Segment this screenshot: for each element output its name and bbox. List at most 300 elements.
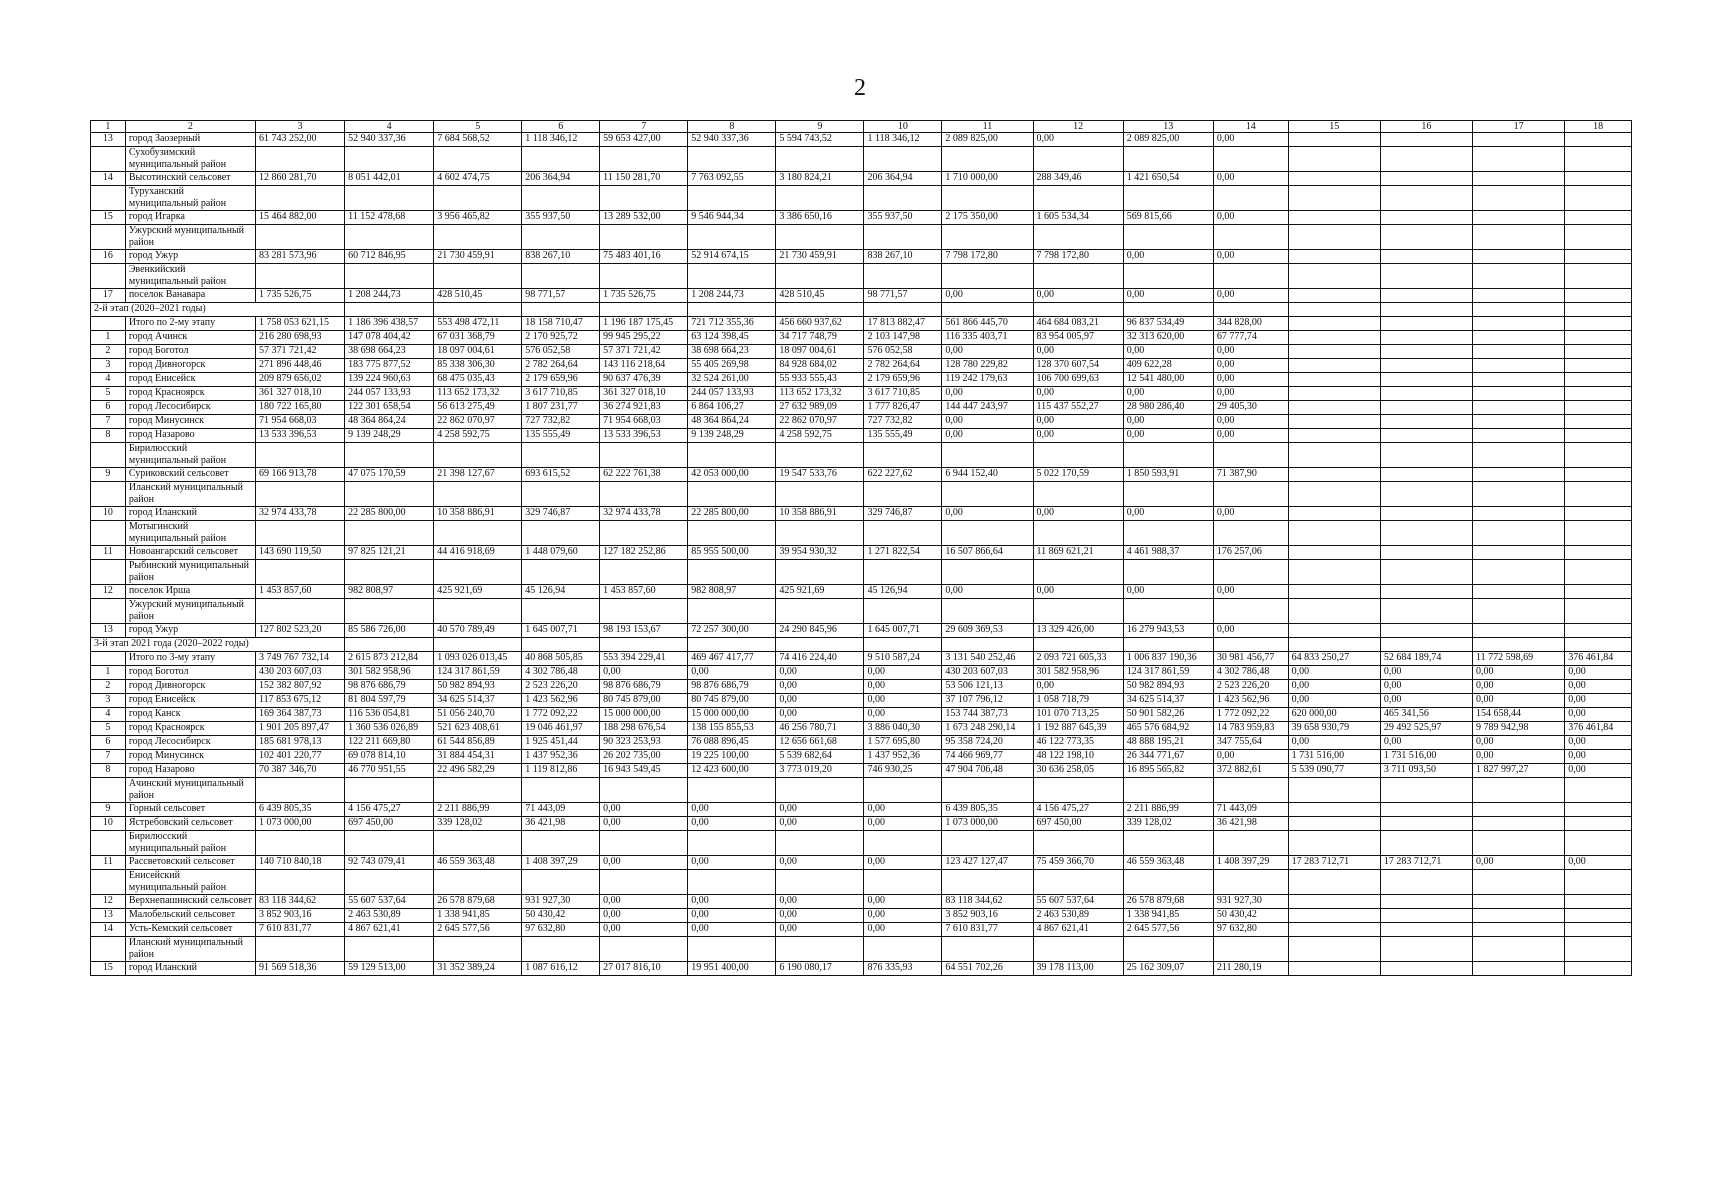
amount-cell: 152 382 807,92 <box>255 680 344 694</box>
amount-cell: 75 483 401,16 <box>600 250 688 264</box>
row-index: 11 <box>91 856 126 870</box>
amount-cell: 0,00 <box>688 895 776 909</box>
table-cell <box>1565 831 1632 856</box>
table-cell <box>1473 638 1565 652</box>
table-cell <box>255 831 344 856</box>
table-cell <box>1380 521 1472 546</box>
amount-cell: 0,00 <box>1033 289 1123 303</box>
amount-cell: 26 202 735,00 <box>600 750 688 764</box>
table-cell <box>1565 870 1632 895</box>
amount-cell: 69 078 814,10 <box>345 750 434 764</box>
amount-cell: 1 073 000,00 <box>942 817 1033 831</box>
amount-cell: 465 576 684,92 <box>1123 722 1213 736</box>
amount-cell: 576 052,58 <box>522 345 600 359</box>
amount-cell: 0,00 <box>1123 387 1213 401</box>
amount-cell: 98 876 686,79 <box>688 680 776 694</box>
amount-cell: 1 772 092,22 <box>1213 708 1288 722</box>
amount-cell: 83 118 344,62 <box>942 895 1033 909</box>
amount-cell <box>1473 133 1565 147</box>
table-cell <box>864 831 942 856</box>
amount-cell: 0,00 <box>864 694 942 708</box>
table-cell <box>688 147 776 172</box>
amount-cell: 0,00 <box>1565 750 1632 764</box>
amount-cell: 0,00 <box>1123 345 1213 359</box>
table-cell <box>1213 482 1288 507</box>
row-index <box>91 652 126 666</box>
amount-cell <box>1565 401 1632 415</box>
amount-cell: 29 492 525,97 <box>1380 722 1472 736</box>
amount-cell: 0,00 <box>688 817 776 831</box>
amount-cell <box>1288 387 1380 401</box>
amount-cell: 97 632,80 <box>1213 923 1288 937</box>
amount-cell: 4 156 475,27 <box>345 803 434 817</box>
table-cell <box>345 264 434 289</box>
amount-cell: 0,00 <box>1033 429 1123 443</box>
amount-cell: 4 258 592,75 <box>434 429 522 443</box>
municipality-name: город Боготол <box>125 666 255 680</box>
amount-cell <box>1380 373 1472 387</box>
amount-cell: 52 940 337,36 <box>688 133 776 147</box>
municipality-name: город Игарка <box>125 211 255 225</box>
amount-cell: 2 211 886,99 <box>1123 803 1213 817</box>
amount-cell: 47 904 706,48 <box>942 764 1033 778</box>
amount-cell: 50 982 894,93 <box>1123 680 1213 694</box>
table-cell <box>1288 225 1380 250</box>
amount-cell: 52 940 337,36 <box>345 133 434 147</box>
amount-cell: 30 981 456,77 <box>1213 652 1288 666</box>
amount-cell: 124 317 861,59 <box>1123 666 1213 680</box>
table-cell <box>600 147 688 172</box>
amount-cell: 0,00 <box>864 817 942 831</box>
table-cell <box>688 831 776 856</box>
table-cell <box>1033 560 1123 585</box>
district-heading-row <box>91 264 1632 289</box>
page-number: 2 <box>854 75 866 101</box>
table-cell <box>600 870 688 895</box>
amount-cell: 721 712 355,36 <box>688 317 776 331</box>
amount-cell: 0,00 <box>1213 289 1288 303</box>
table-cell <box>255 264 344 289</box>
amount-cell: 183 775 877,52 <box>345 359 434 373</box>
amount-cell: 0,00 <box>1123 250 1213 264</box>
amount-cell: 1 271 822,54 <box>864 546 942 560</box>
row-index: 11 <box>91 546 126 560</box>
table-cell <box>1565 778 1632 803</box>
amount-cell: 24 290 845,96 <box>776 624 864 638</box>
row-index <box>91 870 126 895</box>
table-cell <box>255 560 344 585</box>
amount-cell <box>1380 468 1472 482</box>
amount-cell: 0,00 <box>776 909 864 923</box>
amount-cell <box>1288 909 1380 923</box>
table-cell <box>1213 638 1288 652</box>
amount-cell <box>1380 359 1472 373</box>
table-cell <box>345 599 434 624</box>
amount-cell: 301 582 958,96 <box>1033 666 1123 680</box>
amount-cell <box>1380 317 1472 331</box>
table-row <box>91 666 1632 680</box>
amount-cell: 0,00 <box>1473 680 1565 694</box>
amount-cell: 115 437 552,27 <box>1033 401 1123 415</box>
district-heading-row <box>91 831 1632 856</box>
amount-cell: 51 056 240,70 <box>434 708 522 722</box>
table-cell <box>1213 870 1288 895</box>
table-row <box>91 172 1632 186</box>
amount-cell: 211 280,19 <box>1213 962 1288 976</box>
amount-cell: 83 281 573,96 <box>255 250 344 264</box>
amount-cell <box>1565 585 1632 599</box>
column-header: 13 <box>1123 121 1213 133</box>
municipality-name: город Минусинск <box>125 415 255 429</box>
amount-cell: 0,00 <box>942 345 1033 359</box>
table-cell <box>688 521 776 546</box>
table-cell <box>1380 599 1472 624</box>
district-name: Сухобузимский муниципальный район <box>125 147 255 172</box>
amount-cell: 71 954 668,03 <box>255 415 344 429</box>
table-cell <box>1565 303 1632 317</box>
table-cell <box>1213 937 1288 962</box>
amount-cell: 34 717 748,79 <box>776 331 864 345</box>
amount-cell: 13 533 396,53 <box>255 429 344 443</box>
municipality-name: Малобельский сельсовет <box>125 909 255 923</box>
table-cell <box>1473 482 1565 507</box>
table-cell <box>522 560 600 585</box>
amount-cell: 1 118 346,12 <box>864 133 942 147</box>
amount-cell: 7 798 172,80 <box>1033 250 1123 264</box>
amount-cell: 140 710 840,18 <box>255 856 344 870</box>
table-cell <box>864 264 942 289</box>
amount-cell: 36 274 921,83 <box>600 401 688 415</box>
amount-cell: 3 617 710,85 <box>522 387 600 401</box>
amount-cell: 139 224 960,63 <box>345 373 434 387</box>
amount-cell: 0,00 <box>776 708 864 722</box>
table-cell <box>688 482 776 507</box>
table-cell <box>688 186 776 211</box>
column-header: 5 <box>434 121 522 133</box>
amount-cell: 0,00 <box>1565 708 1632 722</box>
table-cell <box>522 443 600 468</box>
municipality-name: город Назарово <box>125 764 255 778</box>
municipality-name: город Боготол <box>125 345 255 359</box>
table-cell <box>942 560 1033 585</box>
amount-cell <box>1380 803 1472 817</box>
table-cell <box>600 225 688 250</box>
amount-cell: 206 364,94 <box>522 172 600 186</box>
amount-cell: 2 782 264,64 <box>864 359 942 373</box>
amount-cell <box>1380 546 1472 560</box>
amount-cell: 27 632 989,09 <box>776 401 864 415</box>
amount-cell: 69 166 913,78 <box>255 468 344 482</box>
table-cell <box>1565 264 1632 289</box>
amount-cell: 1 453 857,60 <box>600 585 688 599</box>
amount-cell: 14 783 959,83 <box>1213 722 1288 736</box>
amount-cell: 1 437 952,36 <box>522 750 600 764</box>
amount-cell: 376 461,84 <box>1565 722 1632 736</box>
table-cell <box>255 186 344 211</box>
table-cell <box>600 831 688 856</box>
table-cell <box>1380 778 1472 803</box>
table-row <box>91 133 1632 147</box>
amount-cell: 39 954 930,32 <box>776 546 864 560</box>
amount-cell <box>1565 331 1632 345</box>
table-cell <box>1213 521 1288 546</box>
amount-cell: 0,00 <box>1213 624 1288 638</box>
row-index <box>91 831 126 856</box>
amount-cell: 169 364 387,73 <box>255 708 344 722</box>
amount-cell: 0,00 <box>864 666 942 680</box>
table-cell <box>776 186 864 211</box>
amount-cell <box>1380 133 1472 147</box>
amount-cell: 13 329 426,00 <box>1033 624 1123 638</box>
amount-cell: 7 763 092,55 <box>688 172 776 186</box>
district-name: Ужурский муниципальный район <box>125 599 255 624</box>
amount-cell: 0,00 <box>1213 585 1288 599</box>
amount-cell <box>1288 546 1380 560</box>
amount-cell: 127 182 252,86 <box>600 546 688 560</box>
municipality-name: город Заозерный <box>125 133 255 147</box>
amount-cell: 98 876 686,79 <box>345 680 434 694</box>
amount-cell: 727 732,82 <box>864 415 942 429</box>
amount-cell: 48 888 195,21 <box>1123 736 1213 750</box>
amount-cell: 430 203 607,03 <box>942 666 1033 680</box>
amount-cell: 3 852 903,16 <box>942 909 1033 923</box>
table-cell <box>1033 264 1123 289</box>
table-cell <box>864 482 942 507</box>
amount-cell: 0,00 <box>776 803 864 817</box>
amount-cell: 11 869 621,21 <box>1033 546 1123 560</box>
amount-cell: 16 943 549,45 <box>600 764 688 778</box>
table-row <box>91 373 1632 387</box>
table-cell <box>776 560 864 585</box>
amount-cell: 102 401 220,77 <box>255 750 344 764</box>
amount-cell <box>1288 624 1380 638</box>
table-row <box>91 624 1632 638</box>
amount-cell: 0,00 <box>600 895 688 909</box>
amount-cell: 59 653 427,00 <box>600 133 688 147</box>
amount-cell: 0,00 <box>600 856 688 870</box>
amount-cell <box>1288 401 1380 415</box>
amount-cell: 70 387 346,70 <box>255 764 344 778</box>
amount-cell: 98 876 686,79 <box>600 680 688 694</box>
table-cell <box>864 225 942 250</box>
amount-cell: 11 152 478,68 <box>345 211 434 225</box>
table-cell <box>942 599 1033 624</box>
table-cell <box>776 482 864 507</box>
amount-cell: 0,00 <box>688 923 776 937</box>
amount-cell <box>1288 359 1380 373</box>
table-cell <box>1123 482 1213 507</box>
table-cell <box>1213 147 1288 172</box>
amount-cell <box>1565 317 1632 331</box>
table-cell <box>776 303 864 317</box>
table-row <box>91 331 1632 345</box>
table-cell <box>1288 870 1380 895</box>
amount-cell: 0,00 <box>864 923 942 937</box>
table-cell <box>345 560 434 585</box>
table-cell <box>1565 937 1632 962</box>
table-cell <box>255 778 344 803</box>
amount-cell: 339 128,02 <box>434 817 522 831</box>
table-cell <box>942 638 1033 652</box>
amount-cell: 0,00 <box>1565 764 1632 778</box>
amount-cell: 0,00 <box>776 694 864 708</box>
table-cell <box>522 831 600 856</box>
amount-cell: 0,00 <box>1213 507 1288 521</box>
amount-cell: 361 327 018,10 <box>600 387 688 401</box>
amount-cell: 50 982 894,93 <box>434 680 522 694</box>
amount-cell: 68 475 035,43 <box>434 373 522 387</box>
amount-cell: 2 103 147,98 <box>864 331 942 345</box>
amount-cell: 83 954 005,97 <box>1033 331 1123 345</box>
amount-cell: 0,00 <box>942 585 1033 599</box>
amount-cell: 46 559 363,48 <box>1123 856 1213 870</box>
amount-cell: 2 782 264,64 <box>522 359 600 373</box>
amount-cell: 0,00 <box>1033 387 1123 401</box>
amount-cell: 4 302 786,48 <box>1213 666 1288 680</box>
amount-cell: 188 298 676,54 <box>600 722 688 736</box>
amount-cell: 0,00 <box>1213 250 1288 264</box>
amount-cell: 122 301 658,54 <box>345 401 434 415</box>
table-cell <box>1288 482 1380 507</box>
amount-cell: 620 000,00 <box>1288 708 1380 722</box>
amount-cell: 2 523 226,20 <box>522 680 600 694</box>
amount-cell: 53 506 121,13 <box>942 680 1033 694</box>
row-index <box>91 317 126 331</box>
amount-cell <box>1380 387 1472 401</box>
district-heading-row <box>91 443 1632 468</box>
amount-cell: 0,00 <box>864 856 942 870</box>
amount-cell: 2 089 825,00 <box>942 133 1033 147</box>
table-cell <box>1288 521 1380 546</box>
amount-cell: 61 743 252,00 <box>255 133 344 147</box>
table-cell <box>1213 599 1288 624</box>
district-name: Мотыгинский муниципальный район <box>125 521 255 546</box>
table-row <box>91 429 1632 443</box>
row-index: 13 <box>91 624 126 638</box>
table-cell <box>942 482 1033 507</box>
amount-cell: 0,00 <box>1033 133 1123 147</box>
amount-cell: 0,00 <box>688 803 776 817</box>
amount-cell: 11 772 598,69 <box>1473 652 1565 666</box>
amount-cell: 22 862 070,97 <box>776 415 864 429</box>
table-cell <box>1380 303 1472 317</box>
table-cell <box>600 186 688 211</box>
table-cell <box>434 560 522 585</box>
amount-cell: 1 731 516,00 <box>1380 750 1472 764</box>
table-row <box>91 764 1632 778</box>
table-cell <box>776 147 864 172</box>
table-row <box>91 803 1632 817</box>
amount-cell: 57 371 721,42 <box>255 345 344 359</box>
table-cell <box>864 560 942 585</box>
amount-cell: 16 279 943,53 <box>1123 624 1213 638</box>
row-index <box>91 521 126 546</box>
amount-cell <box>1473 401 1565 415</box>
amount-cell: 9 789 942,98 <box>1473 722 1565 736</box>
amount-cell <box>1473 289 1565 303</box>
amount-cell: 81 804 597,79 <box>345 694 434 708</box>
amount-cell: 0,00 <box>1473 856 1565 870</box>
amount-cell: 0,00 <box>1213 359 1288 373</box>
amount-cell: 1 360 536 026,89 <box>345 722 434 736</box>
table-cell <box>600 599 688 624</box>
amount-cell <box>1473 317 1565 331</box>
district-name: Иланский муниципальный район <box>125 482 255 507</box>
amount-cell: 48 364 864,24 <box>345 415 434 429</box>
row-index: 10 <box>91 507 126 521</box>
table-cell <box>1473 186 1565 211</box>
municipality-name: Итого по 2-му этапу <box>125 317 255 331</box>
table-cell <box>1473 303 1565 317</box>
amount-cell: 90 637 476,39 <box>600 373 688 387</box>
table-cell <box>434 599 522 624</box>
amount-cell: 1 006 837 190,36 <box>1123 652 1213 666</box>
amount-cell: 52 684 189,74 <box>1380 652 1472 666</box>
table-cell <box>345 186 434 211</box>
amount-cell: 2 093 721 605,33 <box>1033 652 1123 666</box>
amount-cell: 71 443,09 <box>522 803 600 817</box>
amount-cell: 1 645 007,71 <box>522 624 600 638</box>
amount-cell: 45 126,94 <box>522 585 600 599</box>
amount-cell: 71 954 668,03 <box>600 415 688 429</box>
amount-cell: 72 257 300,00 <box>688 624 776 638</box>
amount-cell: 67 031 368,79 <box>434 331 522 345</box>
amount-cell: 1 453 857,60 <box>255 585 344 599</box>
table-body <box>91 133 1632 976</box>
table-cell <box>1473 778 1565 803</box>
amount-cell: 21 398 127,67 <box>434 468 522 482</box>
amount-cell: 3 886 040,30 <box>864 722 942 736</box>
amount-cell: 75 459 366,70 <box>1033 856 1123 870</box>
amount-cell: 99 945 295,22 <box>600 331 688 345</box>
table-cell <box>255 147 344 172</box>
district-name: Бирилюсский муниципальный район <box>125 831 255 856</box>
district-heading-row <box>91 482 1632 507</box>
amount-cell: 1 058 718,79 <box>1033 694 1123 708</box>
amount-cell: 2 211 886,99 <box>434 803 522 817</box>
table-cell <box>688 303 776 317</box>
amount-cell: 55 607 537,64 <box>1033 895 1123 909</box>
amount-cell: 106 700 699,63 <box>1033 373 1123 387</box>
amount-cell: 727 732,82 <box>522 415 600 429</box>
table-cell <box>1473 831 1565 856</box>
amount-cell: 347 755,64 <box>1213 736 1288 750</box>
table-cell <box>1123 147 1213 172</box>
table-row <box>91 722 1632 736</box>
amount-cell: 98 771,57 <box>864 289 942 303</box>
amount-cell: 10 358 886,91 <box>434 507 522 521</box>
table-cell <box>1213 778 1288 803</box>
amount-cell: 90 323 253,93 <box>600 736 688 750</box>
amount-cell: 135 555,49 <box>522 429 600 443</box>
table-cell <box>942 870 1033 895</box>
amount-cell <box>1473 373 1565 387</box>
amount-cell: 138 155 855,53 <box>688 722 776 736</box>
table-cell <box>1473 225 1565 250</box>
amount-cell: 1 119 812,86 <box>522 764 600 778</box>
municipality-name: город Ужур <box>125 624 255 638</box>
row-index: 5 <box>91 387 126 401</box>
row-index: 6 <box>91 736 126 750</box>
amount-cell <box>1380 585 1472 599</box>
table-cell <box>434 870 522 895</box>
amount-cell: 1 710 000,00 <box>942 172 1033 186</box>
amount-cell: 28 980 286,40 <box>1123 401 1213 415</box>
amount-cell: 144 447 243,97 <box>942 401 1033 415</box>
table-cell <box>1213 560 1288 585</box>
amount-cell: 117 853 675,12 <box>255 694 344 708</box>
amount-cell: 0,00 <box>1213 387 1288 401</box>
